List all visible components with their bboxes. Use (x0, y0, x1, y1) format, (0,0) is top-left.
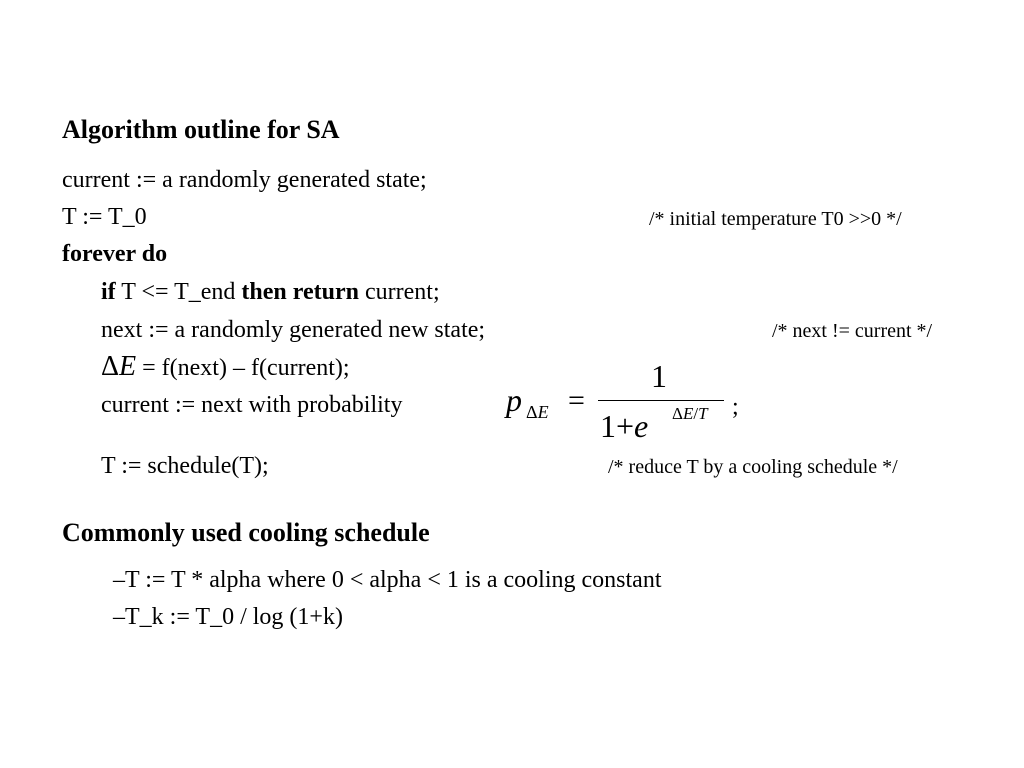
line-probability: current := next with probability (101, 392, 403, 418)
formula-den-one-plus: 1+ (600, 408, 635, 444)
list-item (113, 568, 662, 592)
comment-next-not-current: /* next != current */ (772, 320, 933, 342)
list-dash: – (113, 567, 125, 593)
line-next-state: next := a randomly generated new state; (101, 317, 486, 343)
formula-subscript-e: E (537, 402, 549, 422)
formula-exp-t: T (698, 404, 708, 423)
line-forever-do: forever do (62, 241, 168, 267)
formula-exp-e: E (682, 404, 694, 423)
formula-subscript-delta: Δ (526, 402, 538, 422)
comment-initial-temperature: /* initial temperature T0 >>0 */ (649, 208, 902, 230)
line-if-then-return (101, 280, 440, 304)
list-item (113, 605, 343, 629)
formula-subscript (526, 402, 549, 423)
comment-cooling-schedule: /* reduce T by a cooling schedule */ (608, 456, 898, 478)
formula-exp-slash: / (693, 404, 699, 423)
if-condition: T <= T_end (115, 279, 242, 305)
delta-e-definition: = f(next) – f(current); (136, 355, 350, 381)
formula-fraction-bar (598, 400, 724, 401)
delta-symbol: Δ (101, 351, 120, 382)
heading-algorithm-outline: Algorithm outline for SA (62, 115, 340, 144)
formula-numerator: 1 (651, 358, 667, 394)
heading-cooling-schedule: Commonly used cooling schedule (62, 518, 430, 547)
schedule-text: T := T * alpha where 0 < alpha < 1 is a cooling constant (125, 567, 662, 593)
line-t-init: T := T_0 (62, 204, 147, 230)
formula-den-e: e (634, 408, 649, 444)
formula-exp-delta: Δ (672, 404, 683, 423)
keyword-if: if (101, 279, 116, 305)
formula-exponent (672, 404, 708, 424)
line-schedule: T := schedule(T); (101, 453, 269, 479)
formula-equals: = (568, 384, 585, 417)
line-delta-e (101, 353, 350, 381)
if-rest: current; (358, 279, 440, 305)
schedule-text: T_k := T_0 / log (1+k) (125, 604, 343, 630)
formula-denominator (600, 408, 648, 445)
acceptance-probability-formula (506, 356, 746, 446)
keyword-then-return: then return (241, 279, 359, 305)
list-dash: – (113, 604, 125, 630)
delta-e-letter: E (119, 351, 137, 382)
line-current-init: current := a randomly generated state; (62, 167, 427, 193)
formula-p: p (506, 382, 522, 418)
formula-semicolon: ; (732, 394, 739, 420)
